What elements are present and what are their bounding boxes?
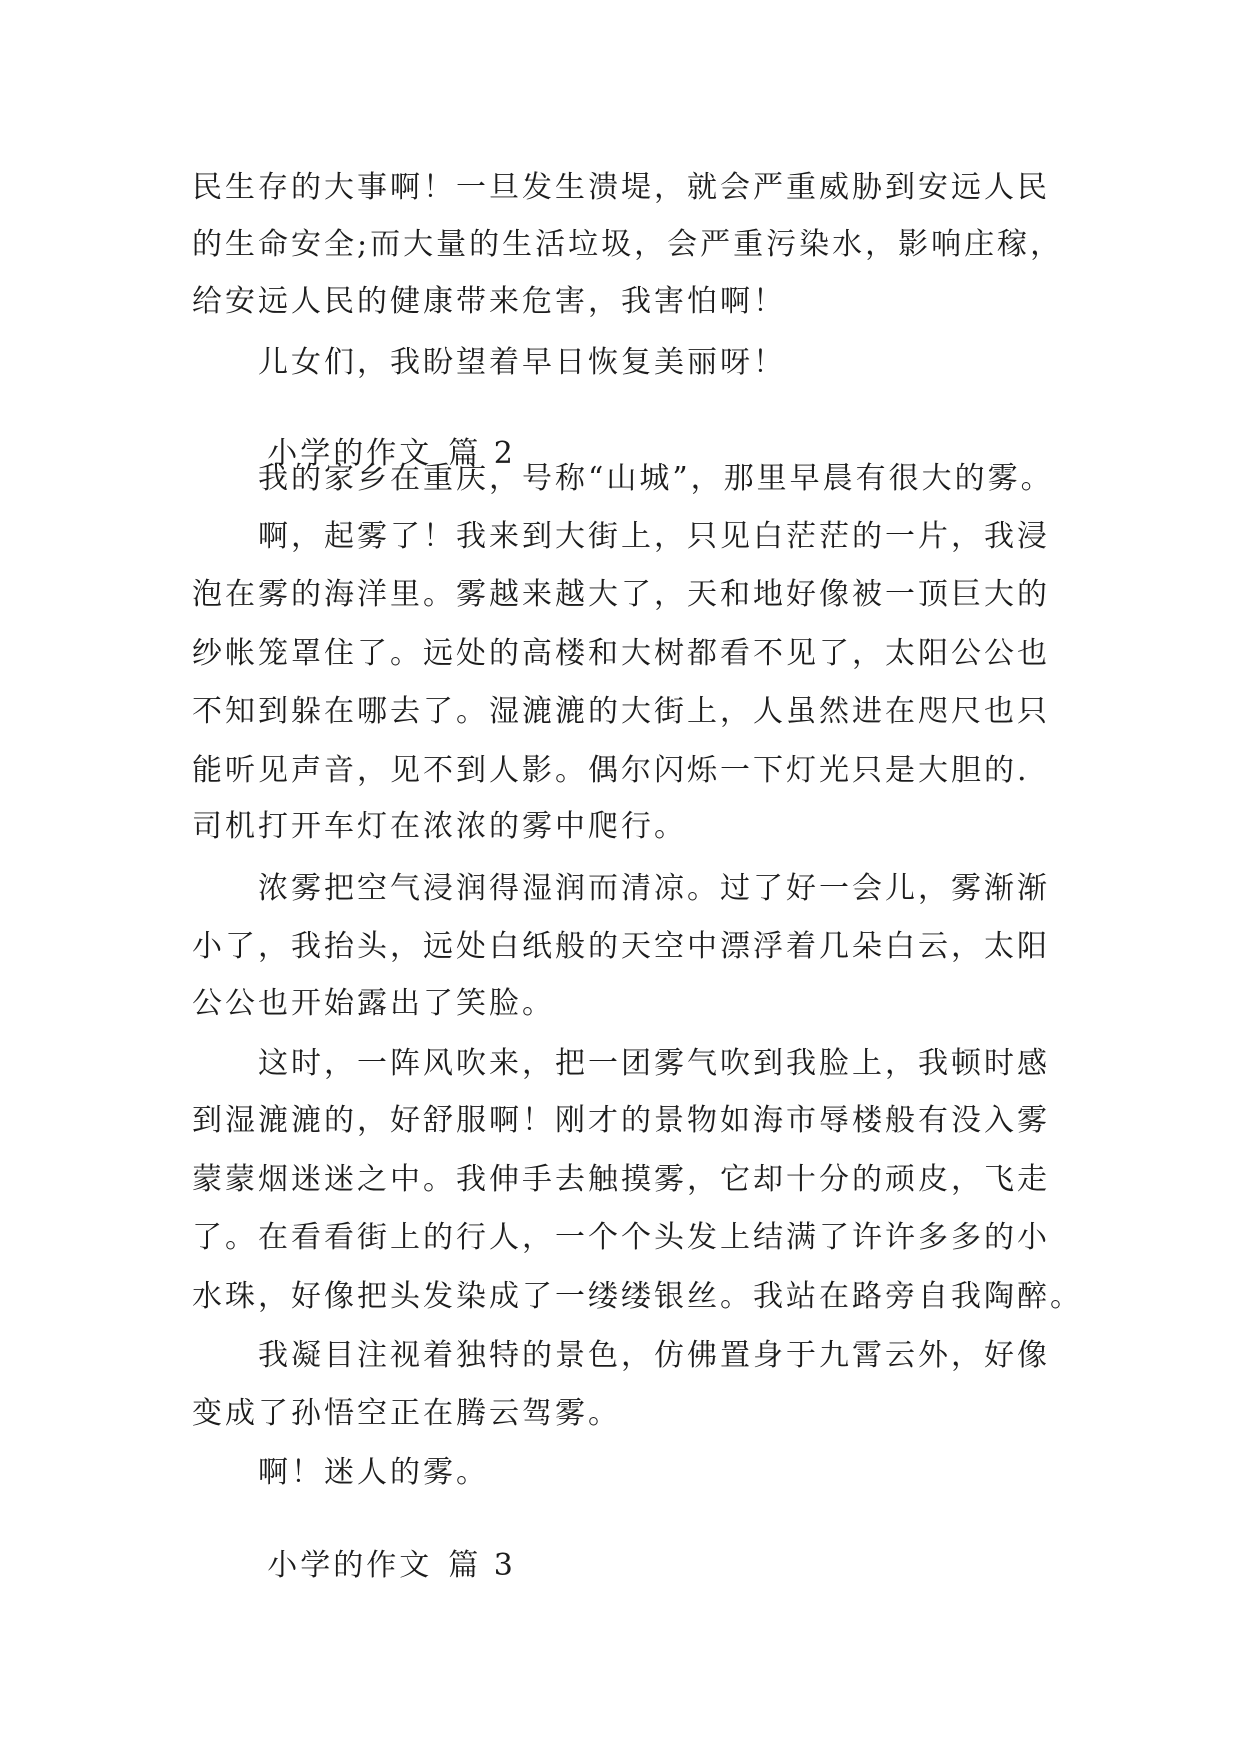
text-line: 浓雾把空气浸润得湿润而清凉。过了好一会儿，雾渐渐 bbox=[258, 871, 1050, 906]
text-line: 不知到躲在哪去了。湿漉漉的大街上，人虽然进在咫尺也只 bbox=[192, 694, 1050, 729]
text-line: 给安远人民的健康带来危害，我害怕啊！ bbox=[192, 284, 786, 319]
text-line: 能听见声音，见不到人影。偶尔闪烁一下灯光只是大胆的. bbox=[192, 753, 1030, 788]
section-title: 小学的作文 bbox=[267, 1548, 433, 1583]
text-line: 的生命安全;而大量的生活垃圾，会严重污染水，影响庄稼， bbox=[192, 227, 1064, 262]
section-number: 篇 3 bbox=[448, 1548, 516, 1583]
text-line: 司机打开车灯在浓浓的雾中爬行。 bbox=[192, 809, 687, 844]
text-line: 了。在看看街上的行人，一个个头发上结满了许许多多的小 bbox=[192, 1220, 1050, 1255]
text-line: 啊！迷人的雾。 bbox=[258, 1455, 489, 1490]
text-line: 小了，我抬头，远处白纸般的天空中漂浮着几朵白云，太阳 bbox=[192, 929, 1050, 964]
text-line: 到湿漉漉的，好舒服啊！刚才的景物如海市辱楼般有没入雾 bbox=[192, 1103, 1050, 1138]
text-line: 啊，起雾了！我来到大街上，只见白茫茫的一片，我浸 bbox=[258, 519, 1050, 554]
text-line: 我的家乡在重庆，号称“山城”，那里早晨有很大的雾。 bbox=[258, 461, 1054, 496]
text-line: 民生存的大事啊！一旦发生溃堤，就会严重威胁到安远人民 bbox=[192, 170, 1050, 205]
text-line: 蒙蒙烟迷迷之中。我伸手去触摸雾，它却十分的顽皮，飞走 bbox=[192, 1162, 1050, 1197]
text-line: 儿女们，我盼望着早日恢复美丽呀！ bbox=[258, 345, 786, 380]
text-line: 泡在雾的海洋里。雾越来越大了，天和地好像被一顶巨大的 bbox=[192, 577, 1050, 612]
text-line: 水珠，好像把头发染成了一缕缕银丝。我站在路旁自我陶醉。 bbox=[192, 1279, 1083, 1314]
text-line: 这时，一阵风吹来，把一团雾气吹到我脸上，我顿时感 bbox=[258, 1046, 1050, 1081]
text-line: 变成了孙悟空正在腾云驾雾。 bbox=[192, 1396, 621, 1431]
text-line: 我凝目注视着独特的景色，仿佛置身于九霄云外，好像 bbox=[258, 1338, 1050, 1373]
text-line: 公公也开始露出了笑脸。 bbox=[192, 986, 555, 1021]
section-heading bbox=[192, 1515, 516, 1617]
text-line: 纱帐笼罩住了。远处的高楼和大树都看不见了，太阳公公也 bbox=[192, 636, 1050, 671]
section-number: 篇 2 bbox=[448, 436, 516, 471]
section-title: 小学的作文 bbox=[267, 436, 433, 471]
